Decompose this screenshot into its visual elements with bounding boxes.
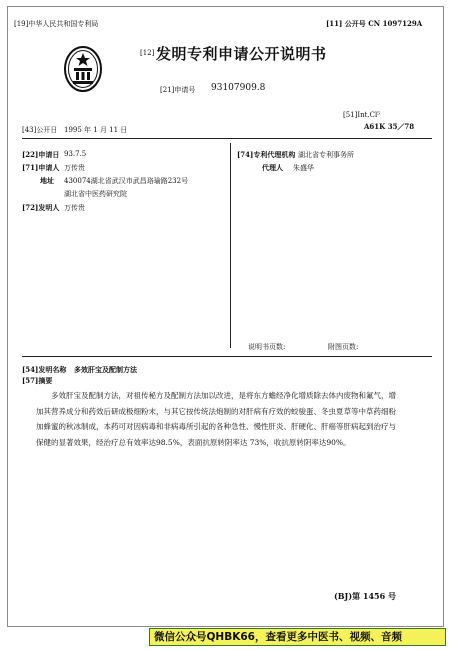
agency-label: [74]专利代理机构 [237,150,296,159]
agency: 湖北省专利事务所 [298,151,354,159]
abstract-text: 多效肝宝及配制方法，对祖传秘方及配制方法加以改进，是将东方蟾经净化增质除去体内废物和氟气，增加其营养成分和药效后研成极细粉末，与其它按传统法炮制的对肝病有疗效的蛟骏蛋、冬虫夏草等中草药细粉加蜂蜜的秋冰制成，本药可对因病毒和非病毒所引起的各种急性、慢性肝炎、肝硬化、肝癌等肝病起到治疗与保健的显著效果，经治疗总有效率达98.5%，表面抗原转阴率达 73%，收抗原转阴率达90%。 [36,391,396,447]
body-divider [22,356,432,357]
document-code: (BJ)第 1456 号 [334,591,396,601]
address-label: 地址 [40,176,54,185]
national-emblem-icon [63,45,103,93]
patent-page [7,6,444,627]
application-number: 93107909.8 [211,83,266,93]
publication-number: [11] 公开号 CN 1097129A [326,19,423,28]
inventor: 万传贵 [64,204,85,212]
filing-date: 93.7.5 [64,150,87,158]
doc-type-title: 发明专利申请公开说明书 [156,45,327,63]
header-divider [22,138,432,139]
applicant: 万传贵 [64,164,85,172]
promo-banner: 微信公众号QHBK66，查看更多中医书、视频、音频 [149,628,446,646]
int-cl-label: [51]Int.Cl⁵ [343,111,381,119]
figure-pages-label: 附图页数: [328,343,359,351]
invention-name: 多效肝宝及配制方法 [74,365,137,374]
application-number-label: [21]申请号 [160,86,196,94]
int-cl-value: A61K 35／78 [364,122,415,131]
abstract-label: [57]摘要 [22,376,53,385]
column-divider [230,143,231,348]
agent: 朱盛华 [293,164,314,172]
address-line-2: 湖北省中医药研究院 [64,190,127,198]
publication-date-label: [43]公开日 [22,126,58,134]
description-pages-label: 说明书页数: [248,343,286,351]
country-office: [19]中华人民共和国专利局 [14,20,99,28]
invention-name-label: [54]发明名称 [22,365,67,374]
publication-date: 1995 年 1 月 11 日 [64,126,128,134]
inventor-label: [72]发明人 [22,203,60,212]
agent-label: 代理人 [262,163,283,172]
doc-type-code: [12] [140,49,155,57]
filing-date-label: [22]申请日 [22,150,60,159]
applicant-label: [71]申请人 [22,163,60,172]
address-line-1: 430074湖北省武汉市武昌珞瑜路232号 [64,177,189,185]
